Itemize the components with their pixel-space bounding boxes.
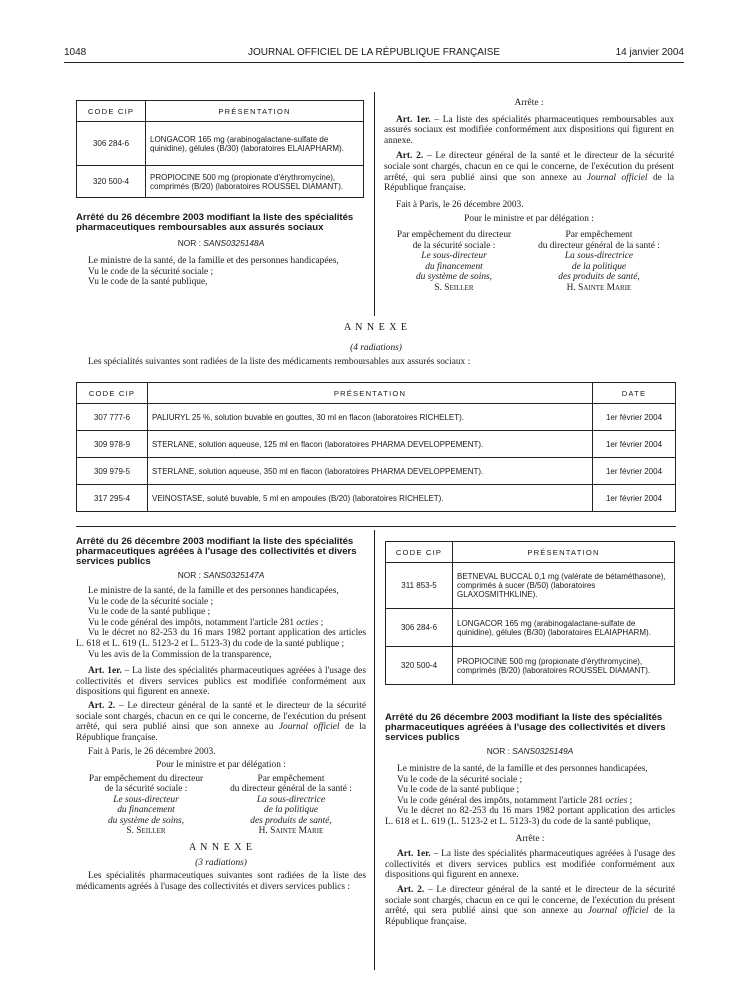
row-code: 320 500-4 xyxy=(77,166,146,198)
article-1: Art. 1er. – La liste des spécialités pharmaceutiques agréées à l'usage des collectivités et divers services publics est modifiée conformément aux dispositions qui figurent en annexe. xyxy=(76,666,366,698)
annexe-title: A N N E X E xyxy=(188,842,254,854)
paragraph: Vu le code de la sécurité sociale ; xyxy=(397,774,523,785)
paragraph: Vu les avis de la Commission de la transparence, xyxy=(88,649,272,660)
signature-right: Par empêchement du directeur général de la santé : La sous-directrice de la politique des produits de santé, H. Sainte Marie xyxy=(538,229,660,293)
row-presentation: PROPIOCINE 500 mg (propionate d'érythromycine), comprimés (B/20) (laboratoires ROUSSEL DIAMANT). xyxy=(146,166,364,198)
table-row: 311 853-5 BETNEVAL BUCCAL 0,1 mg (valérate de bétaméthasone), comprimés à sucer (B/50) (laboratoires GLAXOSMITHKLINE). xyxy=(386,563,675,609)
table-row: 307 777-6 PALIURYL 25 %, solution buvable en gouttes, 30 ml en flacon (laboratoires RICHELET). 1er février 2004 xyxy=(77,404,676,431)
paragraph: Le ministre de la santé, de la famille et des personnes handicapées, xyxy=(88,586,339,596)
table-row: 320 500-4 PROPIOCINE 500 mg (propionate d'érythromycine), comprimés (B/20) (laboratoires ROUSSEL DIAMANT). xyxy=(386,647,675,685)
delegation: Pour le ministre et par délégation : xyxy=(156,759,286,770)
col-date-header: DATE xyxy=(593,383,676,404)
arrete-title: Arrêté du 26 décembre 2003 modifiant la liste des spécialités pharmaceutiques remboursables aux assurés sociaux xyxy=(76,212,354,233)
arrete-label: Arrête : xyxy=(515,833,545,844)
signature-date: Fait à Paris, le 26 décembre 2003. xyxy=(396,199,524,210)
delegation: Pour le ministre et par délégation : xyxy=(464,214,594,225)
arrete-3 xyxy=(385,713,675,927)
section-rule xyxy=(76,526,676,527)
arrete-label: Arrête : xyxy=(514,98,544,108)
table-row: 309 978-9 STERLANE, solution aqueuse, 125 ml en flacon (laboratoires PHARMA DEVELOPPEMENT). 1er février 2004 xyxy=(77,431,676,458)
nor-reference: NOR : SANS0325149A xyxy=(486,746,574,756)
col-code-header: CODE CIP xyxy=(77,101,146,122)
paragraph: Vu le code de la santé publique, xyxy=(88,277,208,288)
column-divider xyxy=(374,530,375,970)
paragraph: Vu le code général des impôts, notamment l'article 281 octies ; xyxy=(88,617,324,628)
issue-date: 14 janvier 2004 xyxy=(615,47,684,58)
table-row: 306 284-6 LONGACOR 165 mg (arabinogalactane-sulfate de quinidine), gélules (B/30) (laboratoires ELAIAPHARM). xyxy=(386,609,675,647)
annexe-intro: Les spécialités pharmaceutiques suivantes sont radiées de la liste des médicaments agréés à l'usage des collectivités et divers services publics : xyxy=(76,871,366,892)
table-annexe-1 xyxy=(76,382,676,512)
table-row: 317 295-4 VEINOSTASE, soluté buvable, 5 ml en ampoules (B/20) (laboratoires RICHELET). 1er février 2004 xyxy=(77,485,676,512)
annexe-title: A N N E X E xyxy=(343,322,409,333)
paragraph: Vu le code de la santé publique ; xyxy=(88,607,211,618)
paragraph: Le ministre de la santé, de la famille et des personnes handicapées, xyxy=(88,256,339,266)
article-2: Art. 2. – Le directeur général de la santé et le directeur de la sécurité sociale sont chargés, chacun en ce qui le concerne, de l'exécution du présent arrêté, qui sera publié ainsi que son annexe au Journal officiel de la République française. xyxy=(76,700,367,743)
arrete-title: Arrêté du 26 décembre 2003 modifiant la liste des spécialités pharmaceutiques agréées à l'usage des collectivités et divers services publics xyxy=(76,536,357,567)
col-presentation-header: PRÉSENTATION xyxy=(148,383,593,404)
paragraph: Vu le code de la sécurité sociale ; xyxy=(88,596,214,607)
arrete-1-right xyxy=(384,98,674,294)
col-code-header: CODE CIP xyxy=(77,383,148,404)
annexe-subtitle: (3 radiations) xyxy=(195,857,247,868)
row-code: 306 284-6 xyxy=(77,122,146,166)
signature-left: Par empêchement du directeur de la sécurité sociale : Le sous-directeur du financement du système de soins, S. Seiller xyxy=(396,229,512,293)
signatures xyxy=(384,230,674,294)
paragraph: Vu le décret no 82-253 du 16 mars 1982 portant application des articles L. 618 et L. 619 (L. 5123-2 et L. 5123-3) du code de la santé publique, xyxy=(385,806,675,827)
article-2: Art. 2. – Le directeur général de la santé et le directeur de la sécurité sociale sont chargés, chacun en ce qui le concerne, de l'exécution du présent arrêté, qui sera publié ainsi que son annexe au Journal officiel de la République française. xyxy=(384,151,675,194)
table-row: 309 979-5 STERLANE, solution aqueuse, 350 ml en flacon (laboratoires PHARMA DEVELOPPEMENT). 1er février 2004 xyxy=(77,458,676,485)
annexe-subtitle: (4 radiations) xyxy=(350,342,402,353)
article-1: Art. 1er. – La liste des spécialités pharmaceutiques agréées à l'usage des collectivités et divers services publics est modifiée conformément aux dispositions qui figurent en annexe. xyxy=(385,849,675,881)
table-row xyxy=(77,166,364,198)
row-presentation: LONGACOR 165 mg (arabinogalactane-sulfate de quinidine), gélules (B/30) (laboratoires ELAIAPHARM). xyxy=(146,122,364,166)
arrete-2 xyxy=(76,537,366,892)
signature-right: Par empêchement du directeur général de la santé : La sous-directrice de la politique des produits de santé, H. Sainte Marie xyxy=(230,773,352,837)
article-1: Art. 1er. – La liste des spécialités pharmaceutiques remboursables aux assurés sociaux est modifiée conformément aux dispositions qui figurent en annexe. xyxy=(384,114,675,146)
paragraph: Vu le code de la santé publique ; xyxy=(397,785,520,796)
col-presentation-header: PRÉSENTATION xyxy=(453,542,675,563)
annexe-1 xyxy=(76,323,676,368)
paragraph: Le ministre de la santé, de la famille et des personnes handicapées, xyxy=(397,764,648,774)
signature-date: Fait à Paris, le 26 décembre 2003. xyxy=(88,747,216,758)
paragraph: Vu le décret no 82-253 du 16 mars 1982 portant application des articles L. 618 et L. 619 (L. 5123-2 et L. 5123-3) du code de la santé publique ; xyxy=(76,628,366,649)
annexe-intro: Les spécialités suivantes sont radiées de la liste des médicaments remboursables aux assurés sociaux : xyxy=(88,357,471,368)
signature-left: Par empêchement du directeur de la sécurité sociale : Le sous-directeur du financement du système de soins, S. Seiller xyxy=(88,773,204,837)
table-right xyxy=(385,541,675,685)
column-divider xyxy=(374,92,375,316)
paragraph: Vu le code de la sécurité sociale ; xyxy=(88,266,214,277)
nor-reference: NOR : SANS0325148A xyxy=(177,238,265,248)
arrete-title: Arrêté du 26 décembre 2003 modifiant la liste des spécialités pharmaceutiques agréées à l'usage des collectivités et divers services publics xyxy=(385,712,666,743)
nor-reference: NOR : SANS0325147A xyxy=(177,570,265,580)
table-row xyxy=(77,122,364,166)
signatures xyxy=(76,774,366,838)
header-rule xyxy=(64,62,684,63)
article-2: Art. 2. – Le directeur général de la santé et le directeur de la sécurité sociale sont chargés, chacun en ce qui le concerne, de l'exécution du présent arrêté, qui sera publié ainsi que son annexe au Journal officiel de la République française. xyxy=(385,884,676,927)
col-presentation-header: PRÉSENTATION xyxy=(146,101,364,122)
arrete-1-left xyxy=(76,213,366,288)
col-code-header: CODE CIP xyxy=(386,542,453,563)
table-top xyxy=(76,100,364,198)
paragraph: Vu le code général des impôts, notamment l'article 281 octies ; xyxy=(397,795,633,806)
page-number: 1048 xyxy=(64,47,87,58)
journal-title: JOURNAL OFFICIEL DE LA RÉPUBLIQUE FRANÇAISE xyxy=(247,47,501,58)
